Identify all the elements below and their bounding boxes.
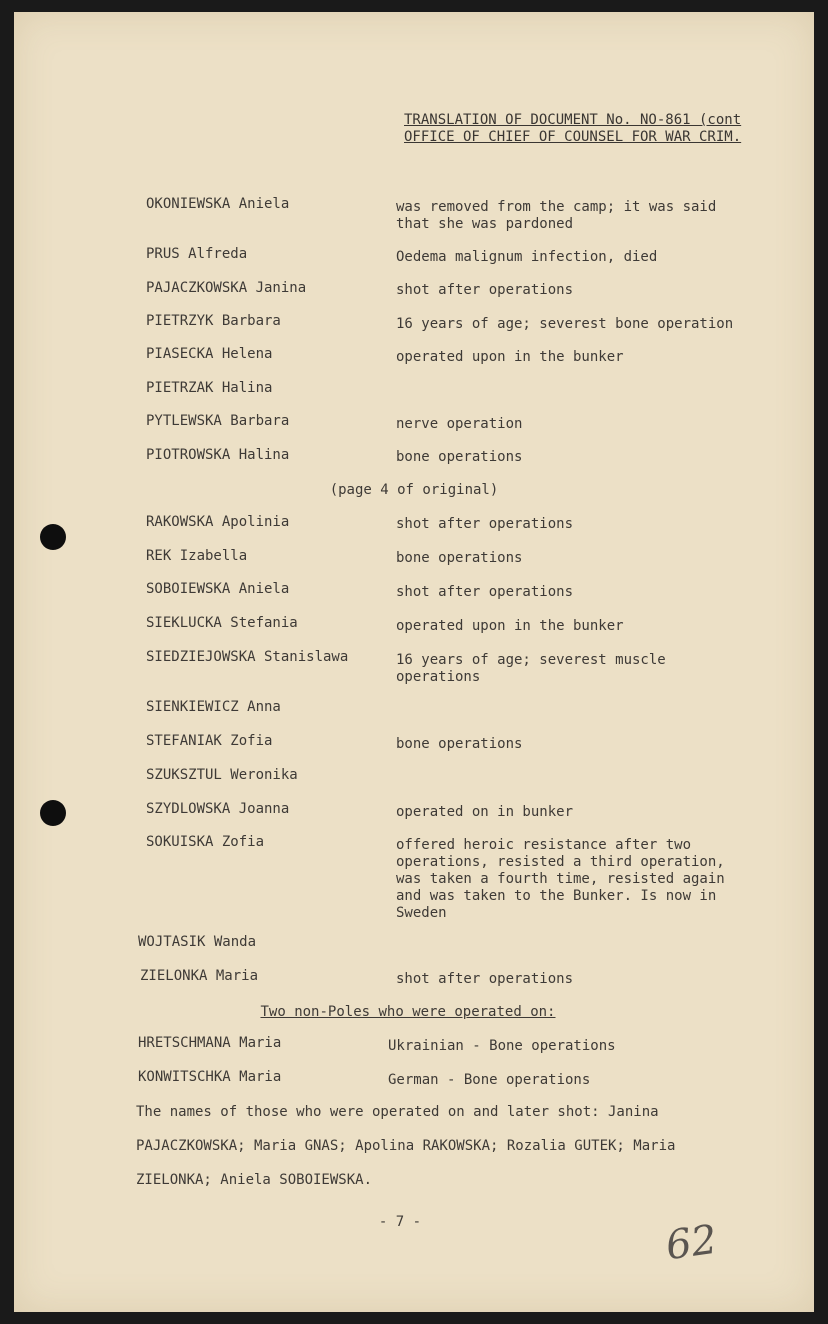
header-line-1: TRANSLATION OF DOCUMENT No. NO-861 (cont: [404, 112, 742, 128]
entry-desc: Oedema malignum infection, died: [396, 249, 658, 265]
punch-hole: [40, 800, 66, 826]
entry-name: PIETRZYK Barbara: [146, 313, 281, 329]
entry-name: SOBOIEWSKA Aniela: [146, 581, 290, 597]
entry-name: PAJACZKOWSKA Janina: [146, 280, 307, 296]
entry-desc: shot after operations: [396, 584, 574, 600]
entry-desc: operated upon in the bunker: [396, 349, 624, 365]
entry-name: STEFANIAK Zofia: [146, 733, 273, 749]
entry-name: PYTLEWSKA Barbara: [146, 413, 290, 429]
entry-desc: nerve operation: [396, 416, 523, 432]
entry-name: PIASECKA Helena: [146, 346, 273, 362]
entry-name: PIETRZAK Halina: [146, 380, 273, 396]
entry-desc: 16 years of age; severest bone operation: [396, 316, 734, 332]
entry-name: SOKUISKA Zofia: [146, 834, 265, 850]
entry-desc: was removed from the camp; it was said that she was pardoned: [396, 199, 717, 232]
entry-desc: bone operations: [396, 550, 523, 566]
entry-name: ZIELONKA Maria: [140, 968, 259, 984]
entry-desc: operated on in bunker: [396, 804, 574, 820]
handwritten-number: 62: [663, 1216, 720, 1270]
entry-desc: shot after operations: [396, 282, 574, 298]
entry-name: REK Izabella: [146, 548, 248, 564]
page-note: (page 4 of original): [329, 482, 499, 498]
entry-name: HRETSCHMANA Maria: [138, 1035, 282, 1051]
non-poles-heading: Two non-Poles who were operated on:: [260, 1004, 556, 1020]
entry-name: PIOTROWSKA Halina: [146, 447, 290, 463]
document-page: [14, 12, 814, 1312]
entry-name: PRUS Alfreda: [146, 246, 248, 262]
entry-desc: bone operations: [396, 449, 523, 465]
entry-name: WOJTASIK Wanda: [138, 934, 257, 950]
page-number: - 7 -: [378, 1214, 422, 1230]
entry-name: SZUKSZTUL Weronika: [146, 767, 298, 783]
document-header: [404, 112, 741, 146]
entry-desc: operated upon in the bunker: [396, 618, 624, 634]
entry-name: SIENKIEWICZ Anna: [146, 699, 281, 715]
entry-desc: German - Bone operations: [388, 1072, 591, 1088]
header-line-2: OFFICE OF CHIEF OF COUNSEL FOR WAR CRIM.: [404, 129, 742, 145]
entry-desc: 16 years of age; severest muscle operations: [396, 652, 666, 685]
entry-desc: shot after operations: [396, 971, 574, 987]
entry-name: RAKOWSKA Apolinia: [146, 514, 290, 530]
punch-hole: [40, 524, 66, 550]
entry-name: OKONIEWSKA Aniela: [146, 196, 290, 212]
closing-paragraph: The names of those who were operated on and later shot: Janina PAJACZKOWSKA; Maria GNAS; Apolina RAKOWSKA; Rozalia GUTEK; Maria ZIELONKA; Aniela SOBOIEWSKA.: [136, 1104, 676, 1188]
entry-name: SIEKLUCKA Stefania: [146, 615, 298, 631]
entry-name: SZYDLOWSKA Joanna: [146, 801, 290, 817]
entry-desc: offered heroic resistance after two operations, resisted a third operation, was taken a fourth time, resisted again and was taken to the Bunker. Is now in Sweden: [396, 837, 725, 921]
entry-name: KONWITSCHKA Maria: [138, 1069, 282, 1085]
entry-desc: Ukrainian - Bone operations: [388, 1038, 616, 1054]
entry-name: SIEDZIEJOWSKA Stanislawa: [146, 649, 349, 665]
entry-desc: shot after operations: [396, 516, 574, 532]
entry-desc: bone operations: [396, 736, 523, 752]
